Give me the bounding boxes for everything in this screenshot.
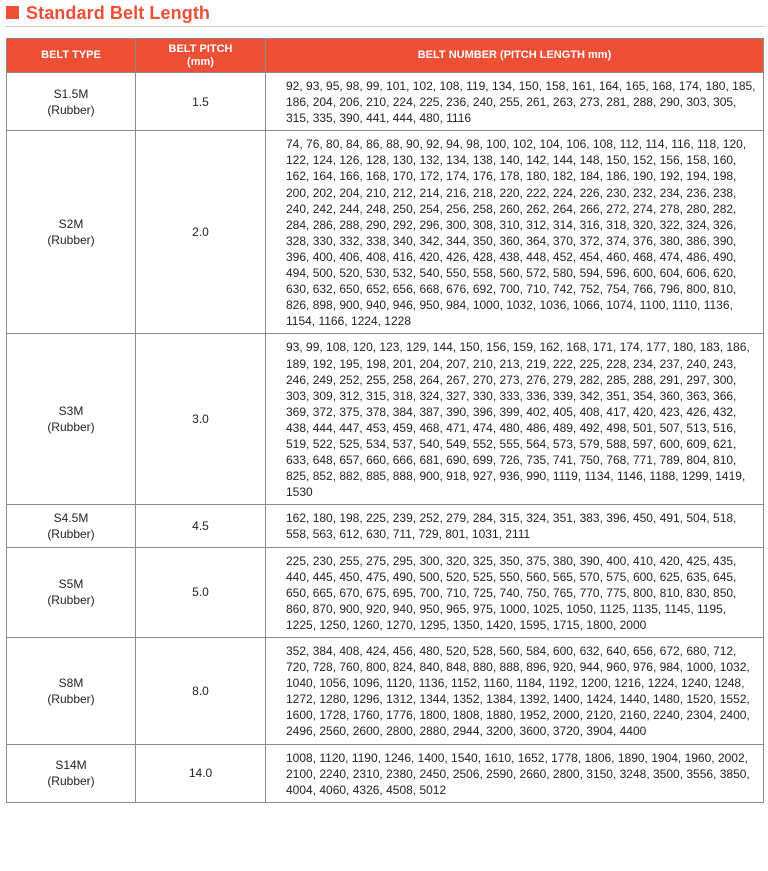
table-row (7, 73, 764, 131)
table-row (7, 744, 764, 802)
belt-type-cell (7, 334, 136, 505)
belt-type-material: (Rubber) (47, 593, 95, 608)
table-header-row (7, 39, 764, 73)
belt-pitch-cell: 2.0 (136, 131, 266, 334)
belt-type-cell (7, 73, 136, 131)
belt-type-cell (7, 505, 136, 547)
table-row (7, 547, 764, 637)
header-belt-pitch-label: BELT PITCH (168, 42, 233, 55)
page-title: Standard Belt Length (26, 3, 211, 23)
section-header (5, 2, 765, 27)
belt-numbers-cell: 225, 230, 255, 275, 295, 300, 320, 325, 350, 375, 380, 390, 400, 410, 420, 425, 435, 440, 445, 450, 475, 490, 500, 520, 525, 550, 560, 565, 570, 575, 600, 625, 635, 645, 650, 665, 670, 675, 695, 700, 710, 725, 740, 750, 765, 770, 775, 800, 810, 830, 850, 860, 870, 900, 920, 940, 950, 965, 975, 1000, 1025, 1050, 1125, 1135, 1145, 1195, 1225, 1250, 1260, 1270, 1295, 1350, 1420, 1595, 1715, 1800, 2000 (266, 547, 764, 637)
belt-type-name: S8M (58, 675, 84, 690)
belt-type-name: S5M (58, 577, 84, 592)
belt-type-name: S1.5M (53, 86, 89, 101)
belt-type-material: (Rubber) (47, 233, 95, 248)
belt-type-name: S14M (55, 758, 87, 773)
belt-pitch-cell: 3.0 (136, 334, 266, 505)
belt-type-cell (7, 547, 136, 637)
belt-length-table (6, 38, 764, 803)
table-row (7, 334, 764, 505)
belt-numbers-cell: 93, 99, 108, 120, 123, 129, 144, 150, 156, 159, 162, 168, 171, 174, 177, 180, 183, 186, 189, 192, 195, 198, 201, 204, 207, 210, 213, 219, 222, 225, 228, 234, 237, 240, 243, 246, 249, 252, 255, 258, 264, 267, 270, 273, 276, 279, 282, 285, 288, 291, 297, 300, 303, 309, 312, 315, 318, 324, 327, 330, 333, 336, 339, 342, 351, 354, 360, 363, 366, 369, 372, 375, 378, 384, 387, 390, 396, 399, 402, 405, 408, 417, 420, 423, 426, 432, 438, 444, 447, 453, 459, 468, 471, 474, 480, 486, 489, 492, 498, 501, 507, 513, 516, 519, 522, 525, 534, 537, 540, 549, 552, 555, 564, 573, 579, 588, 597, 600, 609, 621, 633, 648, 657, 660, 666, 681, 690, 699, 726, 735, 741, 750, 768, 771, 789, 804, 810, 825, 852, 882, 885, 888, 900, 918, 927, 936, 990, 1119, 1134, 1146, 1188, 1299, 1419, 1530 (266, 334, 764, 505)
belt-numbers-cell: 1008, 1120, 1190, 1246, 1400, 1540, 1610, 1652, 1778, 1806, 1890, 1904, 1960, 2002, 2100, 2240, 2310, 2380, 2450, 2506, 2590, 2660, 2800, 3150, 3248, 3500, 3556, 3850, 4004, 4060, 4326, 4508, 5012 (266, 744, 764, 802)
belt-type-name: S4.5M (53, 510, 89, 525)
belt-type-name: S3M (58, 404, 84, 419)
belt-pitch-cell: 4.5 (136, 505, 266, 547)
belt-type-cell (7, 638, 136, 745)
belt-type-material: (Rubber) (47, 774, 95, 789)
belt-type-name: S2M (58, 217, 84, 232)
header-belt-type: BELT TYPE (7, 39, 136, 73)
header-belt-number: BELT NUMBER (PITCH LENGTH mm) (266, 39, 764, 73)
belt-numbers-cell: 162, 180, 198, 225, 239, 252, 279, 284, 315, 324, 351, 383, 396, 450, 491, 504, 518, 558, 563, 612, 630, 711, 729, 801, 1031, 2111 (266, 505, 764, 547)
belt-pitch-cell: 14.0 (136, 744, 266, 802)
table-body (7, 73, 764, 803)
belt-numbers-cell: 74, 76, 80, 84, 86, 88, 90, 92, 94, 98, 100, 102, 104, 106, 108, 112, 114, 116, 118, 120, 122, 124, 126, 128, 130, 132, 134, 138, 140, 142, 144, 148, 150, 152, 156, 158, 160, 162, 164, 166, 168, 170, 172, 174, 176, 178, 180, 182, 184, 186, 190, 192, 194, 198, 200, 202, 204, 210, 212, 214, 216, 218, 220, 222, 224, 226, 230, 232, 234, 236, 238, 240, 242, 244, 248, 250, 254, 256, 258, 260, 262, 264, 266, 272, 274, 278, 280, 282, 284, 286, 288, 290, 292, 296, 300, 308, 310, 312, 314, 316, 318, 320, 322, 324, 326, 328, 330, 332, 338, 340, 342, 344, 350, 360, 364, 370, 372, 374, 376, 380, 386, 390, 396, 400, 406, 408, 416, 420, 426, 428, 438, 448, 452, 454, 460, 468, 474, 486, 490, 494, 500, 520, 530, 532, 540, 550, 558, 560, 572, 580, 594, 596, 600, 604, 606, 620, 630, 632, 650, 652, 656, 668, 676, 692, 700, 710, 742, 752, 754, 766, 796, 800, 810, 826, 898, 900, 940, 946, 950, 984, 1000, 1032, 1036, 1066, 1074, 1100, 1110, 1136, 1154, 1166, 1224, 1228 (266, 131, 764, 334)
belt-numbers-cell: 352, 384, 408, 424, 456, 480, 520, 528, 560, 584, 600, 632, 640, 656, 672, 680, 712, 720, 728, 760, 800, 824, 840, 848, 880, 888, 896, 920, 944, 960, 976, 984, 1000, 1032, 1040, 1056, 1096, 1120, 1136, 1152, 1160, 1184, 1192, 1200, 1216, 1224, 1240, 1248, 1272, 1280, 1296, 1312, 1344, 1352, 1384, 1392, 1400, 1424, 1440, 1480, 1520, 1552, 1600, 1728, 1760, 1776, 1800, 1808, 1880, 1952, 2000, 2120, 2160, 2240, 2304, 2400, 2496, 2560, 2600, 2800, 2880, 2944, 3200, 3600, 3720, 3904, 4400 (266, 638, 764, 745)
table-row (7, 638, 764, 745)
belt-type-material: (Rubber) (47, 102, 95, 117)
belt-pitch-cell: 8.0 (136, 638, 266, 745)
belt-pitch-cell: 1.5 (136, 73, 266, 131)
header-belt-pitch (136, 39, 266, 73)
belt-type-cell (7, 131, 136, 334)
header-belt-pitch-unit: (mm) (187, 55, 214, 68)
belt-type-cell (7, 744, 136, 802)
belt-type-material: (Rubber) (47, 420, 95, 435)
title-square-icon (6, 6, 19, 19)
belt-pitch-cell: 5.0 (136, 547, 266, 637)
belt-type-material: (Rubber) (47, 526, 95, 541)
table-row (7, 131, 764, 334)
belt-type-material: (Rubber) (47, 691, 95, 706)
belt-numbers-cell: 92, 93, 95, 98, 99, 101, 102, 108, 119, 134, 150, 158, 161, 164, 165, 168, 174, 180, 185, 186, 204, 206, 210, 224, 225, 236, 240, 255, 261, 263, 273, 281, 288, 290, 303, 305, 315, 335, 390, 441, 444, 480, 1116 (266, 73, 764, 131)
table-row (7, 505, 764, 547)
